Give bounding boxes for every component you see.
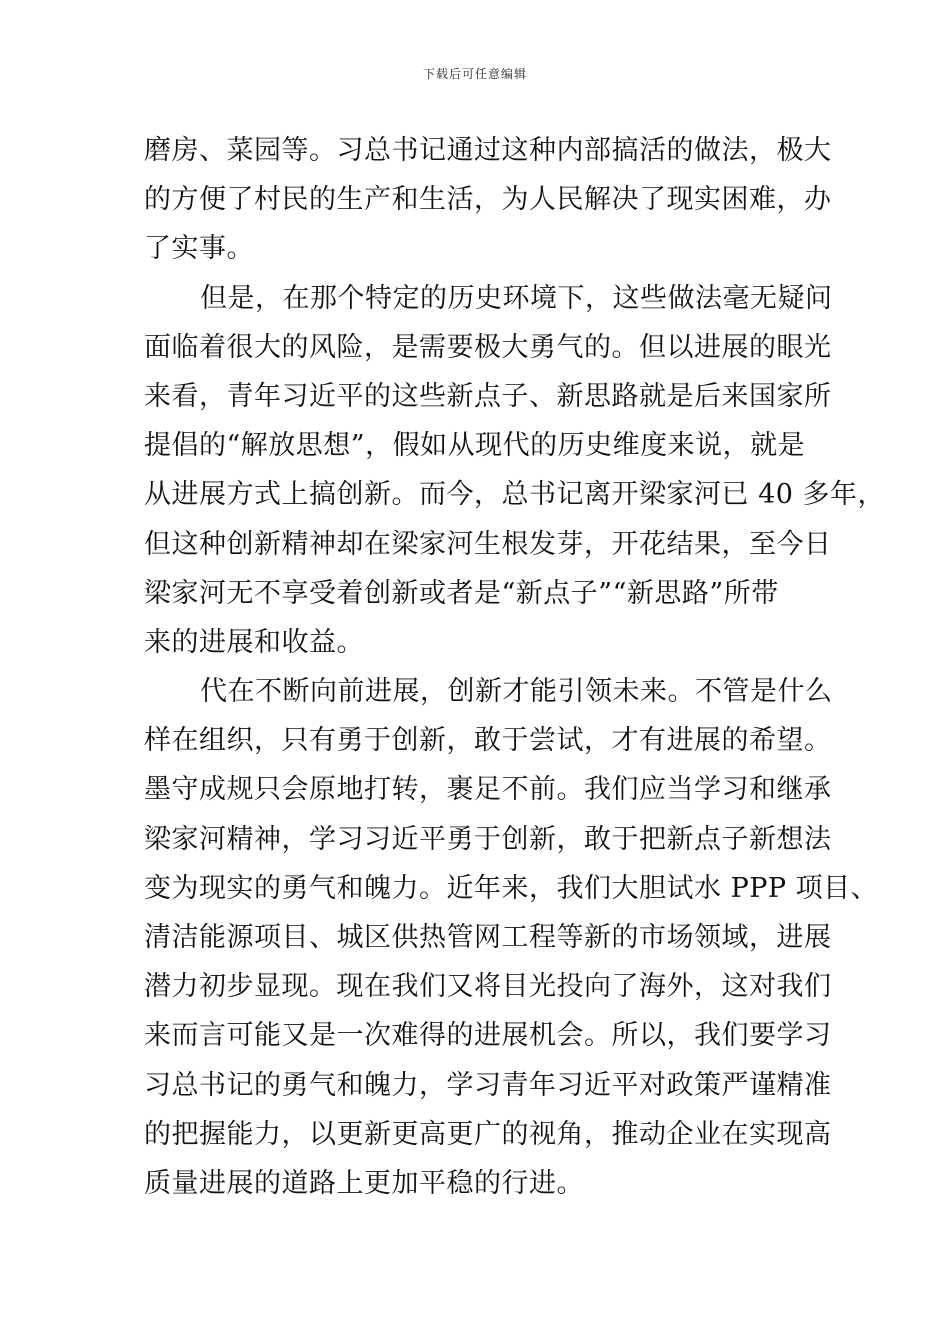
text-line: 变为现实的勇气和魄力。近年来，我们大胆试水 PPP 项目、 (144, 872, 879, 904)
paragraph-2 (144, 274, 886, 668)
text-line: 从进展方式上搞创新。而今，总书记离开梁家河已 40 多年， (144, 479, 886, 511)
text-line: 但是，在那个特定的历史环境下，这些做法毫无疑问 (200, 282, 833, 314)
text-line: 代在不断向前进展，创新才能引领未来。不管是什么 (200, 676, 833, 708)
text-line: 潜力初步显现。现在我们又将目光投向了海外，这对我们 (144, 971, 832, 1003)
text-line: 来的进展和收益。 (144, 626, 364, 658)
text-line: 来看，青年习近平的这些新点子、新思路就是后来国家所 (144, 380, 832, 412)
paragraph-1 (144, 126, 832, 274)
text-line: 习总书记的勇气和魄力，学习青年习近平对政策严谨精准 (144, 1069, 832, 1101)
text-line: 的把握能力，以更新更高更广的视角，推动企业在实现高 (144, 1118, 832, 1150)
text-line: 磨房、菜园等。习总书记通过这种内部搞活的做法，极大 (144, 135, 832, 166)
text-line: 样在组织，只有勇于创新，敢于尝试，才有进展的希望。 (144, 725, 832, 757)
text-line: 清洁能源项目、城区供热管网工程等新的市场领域，进展 (144, 922, 832, 953)
text-line: 提倡的“解放思想”，假如从现代的历史维度来说，就是 (144, 430, 806, 462)
text-line: 梁家河无不享受着创新或者是“新点子”“新思路”所带 (144, 577, 779, 609)
paragraph-3 (144, 667, 879, 1208)
document-body (144, 126, 886, 1208)
text-line: 但这种创新精神却在梁家河生根发芽，开花结果，至今日 (144, 528, 832, 560)
text-line: 梁家河精神，学习习近平勇于创新，敢于把新点子新想法 (144, 823, 832, 855)
text-line: 了实事。 (144, 233, 254, 265)
text-line: 来而言可能又是一次难得的进展机会。所以，我们要学习 (144, 1020, 832, 1052)
page-header: 下载后可任意编辑 (422, 67, 527, 81)
text-line: 质量进展的道路上更加平稳的行进。 (144, 1167, 584, 1199)
text-line: 的方便了村民的生产和生活，为人民解决了现实困难，办 (144, 184, 832, 216)
text-line: 面临着很大的风险，是需要极大勇气的。但以进展的眼光 (144, 331, 832, 363)
text-line: 墨守成规只会原地打转，裹足不前。我们应当学习和继承 (144, 774, 832, 806)
